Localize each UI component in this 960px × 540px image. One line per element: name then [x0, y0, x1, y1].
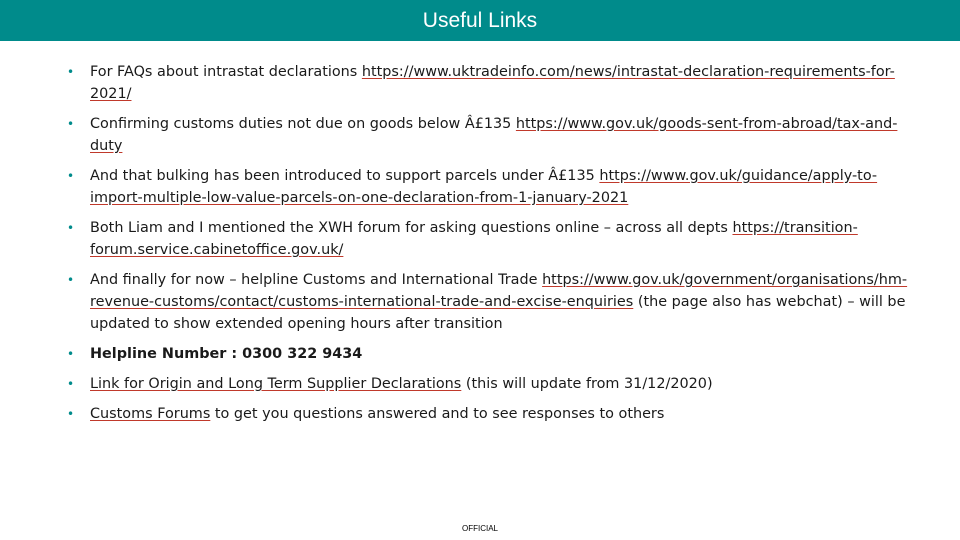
customs-forums-link[interactable]: Customs Forums: [90, 406, 211, 422]
bullet-icon: •: [67, 221, 75, 235]
bullet-icon: •: [67, 273, 75, 287]
bullet-text: Both Liam and I mentioned the XWH forum for asking questions online – across all depts: [90, 220, 733, 236]
bullet-text-after: to get you questions answered and to see responses to others: [210, 406, 665, 422]
intrastat-faq-link[interactable]: https://www.uktradeinfo.com/news/intrastat-declaration-requirements-for-2021/: [90, 64, 895, 102]
bullet-list: [67, 61, 917, 433]
bullet-icon: •: [67, 377, 75, 391]
bullet-icon: •: [67, 117, 75, 131]
list-item: [67, 269, 917, 335]
slide-title: Useful Links: [422, 8, 538, 32]
list-item: [67, 165, 917, 209]
list-item: [67, 217, 917, 261]
low-value-parcels-link[interactable]: https://www.gov.uk/guidance/apply-to-import-multiple-low-value-parcels-on-one-declaration-from-1-january-2021: [90, 168, 878, 206]
bullet-icon: •: [67, 407, 75, 421]
bullet-text: For FAQs about intrastat declarations: [90, 64, 362, 80]
bullet-icon: •: [67, 169, 75, 183]
bullet-icon: •: [67, 65, 75, 79]
classification-label: OFFICIAL: [461, 524, 498, 533]
bullet-text-after: (the page also has webchat) – will be updated to show extended opening hours after transition: [90, 294, 906, 332]
bullet-text: Confirming customs duties not due on goods below Â£135: [90, 116, 516, 132]
customs-helpline-link[interactable]: https://www.gov.uk/government/organisations/hm-revenue-customs/contact/customs-international-trade-and-excise-enquiries: [90, 272, 908, 310]
bullet-text: And finally for now – helpline Customs and International Trade: [90, 272, 543, 288]
bullet-text: And that bulking has been introduced to support parcels under Â£135: [90, 168, 600, 184]
list-item: [67, 403, 917, 425]
tax-and-duty-link[interactable]: https://www.gov.uk/goods-sent-from-abroad/tax-and-duty: [90, 116, 898, 154]
list-item: [67, 373, 917, 395]
list-item: [67, 61, 917, 105]
bullet-text-after: (this will update from 31/12/2020): [461, 376, 713, 392]
transition-forum-link[interactable]: https://transition-forum.service.cabinetoffice.gov.uk/: [90, 220, 858, 258]
list-item: [67, 113, 917, 157]
list-item: [67, 343, 917, 365]
helpline-number: Helpline Number : 0300 322 9434: [90, 346, 363, 362]
bullet-icon: •: [67, 347, 75, 361]
origin-declarations-link[interactable]: Link for Origin and Long Term Supplier Declarations: [90, 376, 462, 392]
slide-header: [0, 0, 960, 41]
